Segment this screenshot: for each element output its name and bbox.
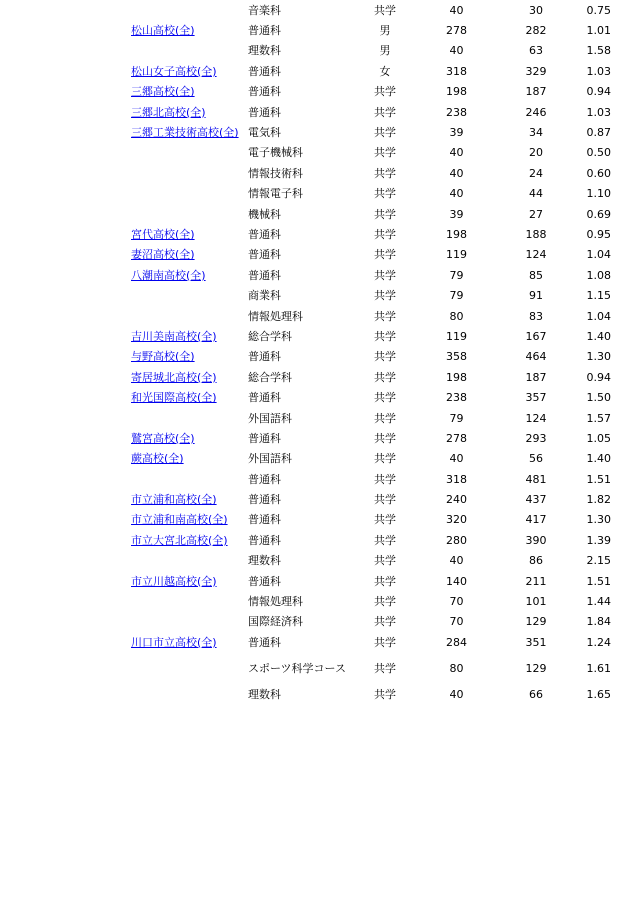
applicants-cell: 66 [529,688,543,702]
table-row [131,347,611,367]
school-link[interactable]: 松山高校(全) [131,24,195,38]
table-row [131,408,611,428]
ratio-cell: 1.08 [586,268,611,282]
quota-cell: 40 [449,166,464,180]
school-cell [131,408,248,428]
course-cell: 普通科 [248,533,281,547]
quota-cell: 80 [449,309,464,323]
school-cell [131,387,248,407]
ratio-cell: 1.30 [586,513,611,527]
school-cell [131,469,248,489]
course-cell: 理数科 [248,554,281,568]
ratio-cell: 1.40 [586,452,611,466]
course-cell: 理数科 [248,44,281,58]
applicants-cell: 329 [525,64,547,78]
course-cell: 普通科 [248,574,281,588]
school-link[interactable]: 三郷工業技術高校(全) [131,126,239,140]
ratio-cell: 0.95 [586,227,611,241]
course-cell: 情報技術科 [248,166,303,180]
school-cell [131,530,248,550]
quota-cell: 40 [449,146,464,160]
school-cell [131,428,248,448]
quota-cell: 198 [446,85,467,99]
applicants-cell: 124 [525,248,547,262]
ratio-cell: 1.44 [586,595,611,609]
table-row [131,204,611,224]
ratio-cell: 0.69 [586,207,611,221]
quota-cell: 79 [449,289,464,303]
quota-cell: 40 [449,452,464,466]
applicants-cell: 124 [525,411,547,425]
ratio-cell: 1.65 [586,688,611,702]
ratio-cell: 1.03 [586,105,611,119]
course-cell: 電気科 [248,126,281,140]
gender-cell: 共学 [374,472,396,486]
course-cell: 商業科 [248,289,281,303]
school-cell [131,41,248,61]
ratio-cell: 1.10 [586,187,611,201]
table-row [131,551,611,571]
course-cell: 普通科 [248,493,281,507]
table-row [131,184,611,204]
quota-cell: 318 [446,472,467,486]
table-body [131,0,611,705]
applicants-cell: 129 [525,662,547,675]
gender-cell: 共学 [374,309,396,323]
school-cell [131,510,248,530]
school-cell [131,61,248,81]
school-link[interactable]: 与野高校(全) [131,350,195,364]
ratio-cell: 1.40 [586,329,611,343]
gender-cell: 共学 [374,85,396,99]
quota-cell: 70 [449,615,464,629]
table-row [131,82,611,102]
gender-cell: 共学 [374,268,396,282]
gender-cell: 共学 [374,662,396,675]
gender-cell: 共学 [374,248,396,262]
gender-cell: 共学 [374,187,396,201]
course-cell: 普通科 [248,248,281,262]
school-cell [131,245,248,265]
gender-cell: 共学 [374,493,396,507]
quota-cell: 238 [446,105,467,119]
school-cell [131,285,248,305]
table-row [131,489,611,509]
applicants-cell: 34 [529,126,543,140]
ratio-cell: 1.82 [586,493,611,507]
school-link[interactable]: 蕨高校(全) [131,452,184,466]
applicants-cell: 188 [525,227,547,241]
gender-cell: 共学 [374,513,396,527]
applicants-cell: 129 [525,615,547,629]
ratio-cell: 2.15 [586,554,611,568]
gender-cell: 共学 [374,411,396,425]
quota-cell: 39 [449,207,464,221]
table-row [131,387,611,407]
applicants-cell: 246 [525,105,547,119]
applicants-cell: 167 [525,329,547,343]
school-link[interactable]: 宮代高校(全) [131,227,195,241]
table-row [131,306,611,326]
ratio-cell: 1.84 [586,615,611,629]
ratio-cell: 1.58 [586,44,611,58]
course-cell: 普通科 [248,227,281,241]
school-cell [131,184,248,204]
school-cell [131,122,248,142]
gender-cell: 共学 [374,533,396,547]
gender-cell: 共学 [374,227,396,241]
table-row [131,530,611,550]
course-cell: 理数科 [248,688,281,702]
school-cell [131,489,248,509]
school-link[interactable]: 松山女子高校(全) [131,64,217,78]
applicants-cell: 83 [529,309,543,323]
table-row [131,265,611,285]
course-cell: 外国語科 [248,452,292,466]
course-cell: 普通科 [248,431,281,445]
school-cell [131,571,248,591]
quota-cell: 40 [449,44,464,58]
gender-cell: 共学 [374,207,396,221]
ratio-cell: 1.51 [586,472,611,486]
applicants-cell: 30 [529,3,543,17]
school-link[interactable]: 市立川越高校(全) [131,574,217,588]
school-cell [131,632,248,652]
course-cell: 普通科 [248,105,281,119]
course-cell: 総合学科 [248,329,292,343]
ratio-cell: 1.51 [586,574,611,588]
table-row [131,122,611,142]
table-row [131,102,611,122]
gender-cell: 共学 [374,3,396,17]
school-cell [131,265,248,285]
school-cell [131,347,248,367]
ratio-cell: 0.60 [586,166,611,180]
ratio-cell: 1.57 [586,411,611,425]
school-link[interactable]: 和光国際高校(全) [131,391,217,405]
table-row [131,653,611,685]
course-cell: 音楽科 [248,3,281,17]
school-cell [131,20,248,40]
ratio-cell: 1.01 [586,24,611,38]
table-row [131,285,611,305]
ratio-cell: 1.03 [586,64,611,78]
school-cell [131,204,248,224]
school-cell [131,653,248,685]
quota-cell: 278 [446,24,467,38]
quota-cell: 40 [449,187,464,201]
school-cell [131,82,248,102]
gender-cell: 共学 [374,391,396,405]
quota-cell: 80 [449,662,464,675]
table-row [131,0,611,20]
ratio-cell: 1.05 [586,431,611,445]
course-cell: 情報電子科 [248,187,303,201]
applicants-cell: 56 [529,452,543,466]
applicants-cell: 187 [525,370,547,384]
admission-ratio-table [131,0,611,705]
ratio-cell: 1.04 [586,248,611,262]
table-row [131,163,611,183]
ratio-cell: 0.50 [586,146,611,160]
quota-cell: 318 [446,64,467,78]
school-cell [131,306,248,326]
gender-cell: 共学 [374,166,396,180]
gender-cell: 共学 [374,635,396,649]
applicants-cell: 86 [529,554,543,568]
table-row [131,685,611,705]
table-row [131,61,611,81]
gender-cell: 共学 [374,554,396,568]
applicants-cell: 417 [525,513,547,527]
school-link[interactable]: 三郷高校(全) [131,85,195,99]
ratio-cell: 1.50 [586,391,611,405]
school-link[interactable]: 市立浦和高校(全) [131,493,217,507]
school-cell [131,449,248,469]
ratio-cell: 0.75 [586,3,611,17]
school-link[interactable]: 川口市立高校(全) [131,635,217,649]
ratio-cell: 1.15 [586,289,611,303]
quota-cell: 40 [449,688,464,702]
applicants-cell: 27 [529,207,543,221]
school-cell [131,102,248,122]
applicants-cell: 63 [529,44,543,58]
table-row [131,591,611,611]
applicants-cell: 351 [525,635,547,649]
gender-cell: 男 [379,44,391,58]
quota-cell: 119 [446,329,467,343]
ratio-cell: 0.94 [586,370,611,384]
school-cell [131,367,248,387]
school-link[interactable]: 八潮南高校(全) [131,268,206,282]
quota-cell: 240 [446,493,467,507]
ratio-cell: 1.24 [586,635,611,649]
school-cell [131,163,248,183]
school-link[interactable]: 鷲宮高校(全) [131,431,195,445]
gender-cell: 共学 [374,688,396,702]
course-cell: 普通科 [248,635,281,649]
gender-cell: 共学 [374,370,396,384]
applicants-cell: 282 [525,24,547,38]
gender-cell: 共学 [374,431,396,445]
school-cell [131,551,248,571]
table-row [131,510,611,530]
course-cell: 普通科 [248,350,281,364]
table-row [131,612,611,632]
table-row [131,41,611,61]
applicants-cell: 437 [525,493,547,507]
gender-cell: 共学 [374,615,396,629]
applicants-cell: 390 [525,533,547,547]
applicants-cell: 20 [529,146,543,160]
gender-cell: 男 [379,24,391,38]
quota-cell: 40 [449,554,464,568]
quota-cell: 198 [446,370,467,384]
course-cell: 普通科 [248,24,281,38]
quota-cell: 40 [449,3,464,17]
applicants-cell: 211 [525,574,547,588]
school-cell [131,224,248,244]
course-cell: 電子機械科 [248,146,303,160]
quota-cell: 70 [449,595,464,609]
table-row [131,224,611,244]
table-row [131,245,611,265]
course-cell: 国際経済科 [248,615,303,629]
school-cell [131,591,248,611]
gender-cell: 共学 [374,105,396,119]
course-cell: 普通科 [248,64,281,78]
course-cell: 総合学科 [248,370,292,384]
school-link[interactable]: 市立大宮北高校(全) [131,533,228,547]
school-cell [131,0,248,20]
school-link[interactable]: 妻沼高校(全) [131,248,195,262]
quota-cell: 79 [449,411,464,425]
quota-cell: 280 [446,533,467,547]
course-cell: 普通科 [248,472,281,486]
course-cell: 外国語科 [248,411,292,425]
ratio-cell: 1.61 [586,662,611,675]
school-link[interactable]: 吉川美南高校(全) [131,329,217,343]
ratio-cell: 0.94 [586,85,611,99]
applicants-cell: 357 [525,391,547,405]
table-row [131,571,611,591]
course-cell: スポーツ科学コース [248,662,347,675]
gender-cell: 共学 [374,595,396,609]
school-cell [131,326,248,346]
gender-cell: 共学 [374,452,396,466]
applicants-cell: 187 [525,85,547,99]
table-row [131,428,611,448]
quota-cell: 320 [446,513,467,527]
course-cell: 普通科 [248,391,281,405]
school-cell [131,143,248,163]
course-cell: 普通科 [248,513,281,527]
applicants-cell: 293 [525,431,547,445]
quota-cell: 39 [449,126,464,140]
quota-cell: 198 [446,227,467,241]
school-cell [131,685,248,705]
table-row [131,326,611,346]
quota-cell: 140 [446,574,467,588]
applicants-cell: 44 [529,187,543,201]
ratio-cell: 1.30 [586,350,611,364]
ratio-cell: 1.39 [586,533,611,547]
school-link[interactable]: 寄居城北高校(全) [131,370,217,384]
applicants-cell: 481 [525,472,547,486]
gender-cell: 女 [379,64,391,78]
gender-cell: 共学 [374,126,396,140]
gender-cell: 共学 [374,289,396,303]
gender-cell: 共学 [374,146,396,160]
applicants-cell: 101 [525,595,547,609]
course-cell: 普通科 [248,268,281,282]
gender-cell: 共学 [374,574,396,588]
quota-cell: 278 [446,431,467,445]
gender-cell: 共学 [374,329,396,343]
quota-cell: 358 [446,350,467,364]
table-row [131,449,611,469]
table-row [131,143,611,163]
course-cell: 機械科 [248,207,281,221]
table-row [131,20,611,40]
quota-cell: 284 [446,635,467,649]
applicants-cell: 24 [529,166,543,180]
course-cell: 普通科 [248,85,281,99]
ratio-cell: 0.87 [586,126,611,140]
ratio-cell: 1.04 [586,309,611,323]
school-link[interactable]: 三郷北高校(全) [131,105,206,119]
school-link[interactable]: 市立浦和南高校(全) [131,513,228,527]
applicants-cell: 464 [525,350,547,364]
school-cell [131,612,248,632]
table-row [131,632,611,652]
course-cell: 情報処理科 [248,595,303,609]
course-cell: 情報処理科 [248,309,303,323]
gender-cell: 共学 [374,350,396,364]
table-row [131,367,611,387]
applicants-cell: 91 [529,289,543,303]
applicants-cell: 85 [529,268,543,282]
table-row [131,469,611,489]
quota-cell: 79 [449,268,464,282]
quota-cell: 119 [446,248,467,262]
quota-cell: 238 [446,391,467,405]
